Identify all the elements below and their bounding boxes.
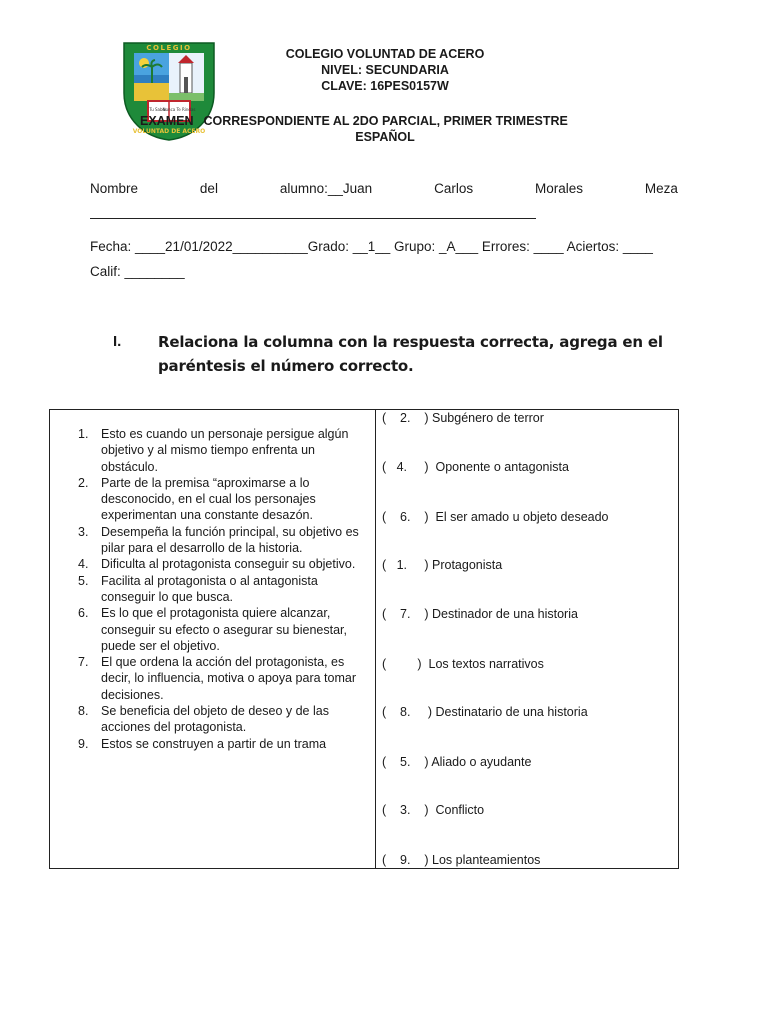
definition-item bbox=[78, 524, 370, 557]
question-number: I. bbox=[113, 333, 122, 350]
definition-text: Parte de la premisa “aproximarse a lo desconocido, en el cual los personajes experimentan una constante desazón. bbox=[101, 475, 316, 523]
definition-item bbox=[78, 475, 370, 524]
exam-subject: ESPAÑOL bbox=[355, 130, 415, 144]
student-name-line[interactable] bbox=[90, 180, 678, 197]
answer-item[interactable]: ( 1. ) Protagonista bbox=[382, 558, 503, 572]
definition-item bbox=[78, 605, 370, 654]
school-name: COLEGIO VOLUNTAD DE ACERO bbox=[285, 47, 485, 61]
definition-number: 7. bbox=[78, 655, 89, 670]
definition-number: 1. bbox=[78, 427, 89, 441]
crest-top-text: COLEGIO bbox=[146, 44, 192, 52]
exam-title-rest: CORRESPONDIENTE AL 2DO PARCIAL, PRIMER TRIMESTRE bbox=[203, 114, 568, 128]
definition-number: 8. bbox=[78, 704, 89, 719]
definitions-list bbox=[78, 426, 370, 752]
answer-item[interactable]: ( ) Los textos narrativos bbox=[382, 657, 544, 671]
table-column-divider bbox=[375, 409, 376, 868]
answer-item[interactable]: ( 9. ) Los planteamientos bbox=[382, 853, 541, 867]
book-right-text: Nunca Te Rindas bbox=[162, 107, 196, 112]
name-word: del bbox=[199, 181, 218, 196]
definition-number: 2. bbox=[78, 475, 89, 490]
definition-item bbox=[78, 426, 370, 475]
answer-item[interactable]: ( 7. ) Destinador de una historia bbox=[382, 607, 578, 621]
school-level: NIVEL: SECUNDARIA bbox=[321, 63, 449, 77]
definition-number: 4. bbox=[78, 557, 89, 572]
definition-text: Se beneficia del objeto de deseo y de las acciones del protagonista. bbox=[101, 704, 329, 735]
answer-item[interactable]: ( 8. ) Destinatario de una historia bbox=[382, 705, 588, 719]
definition-text: Facilita al protagonista o al antagonista conseguir lo que busca. bbox=[101, 573, 318, 604]
definition-item bbox=[78, 654, 370, 703]
definition-item bbox=[78, 736, 370, 752]
name-word: Carlos bbox=[434, 181, 474, 196]
definition-number: 6. bbox=[78, 606, 89, 621]
name-word: Nombre bbox=[90, 181, 139, 196]
name-word: alumno:__Juan bbox=[279, 181, 373, 196]
date-grade-group-line[interactable]: Fecha: ____21/01/2022__________Grado: __1__ Grupo: _A___ Errores: ____ Aciertos: ____ bbox=[90, 239, 653, 254]
name-underline bbox=[90, 204, 536, 219]
definition-text: Estos se construyen a partir de un trama bbox=[101, 736, 327, 751]
answer-item[interactable]: ( 6. ) El ser amado u objeto deseado bbox=[382, 510, 609, 524]
definition-number: 9. bbox=[78, 736, 89, 751]
definition-text: Esto es cuando un personaje persigue algún objetivo y al mismo tiempo enfrenta un obstáculo. bbox=[101, 427, 349, 474]
answer-item[interactable]: ( 4. ) Oponente o antagonista bbox=[382, 460, 569, 474]
crest-bottom-text: VOLUNTAD DE ACERO bbox=[132, 128, 206, 135]
definition-item bbox=[78, 703, 370, 736]
question-instruction: Relaciona la columna con la respuesta correcta, agrega en el paréntesis el número correcto. bbox=[158, 333, 663, 375]
book-left-text: Tu Saber bbox=[149, 107, 167, 112]
definition-item bbox=[78, 573, 370, 606]
name-word: Morales bbox=[535, 181, 584, 196]
exam-title bbox=[140, 113, 568, 129]
definition-item bbox=[78, 556, 370, 572]
answer-item[interactable]: ( 2. ) Subgénero de terror bbox=[382, 411, 544, 425]
name-word: Meza bbox=[644, 181, 678, 196]
school-key: CLAVE: 16PES0157W bbox=[321, 79, 449, 93]
grade-score-line[interactable]: Calif: ________ bbox=[90, 264, 185, 279]
definition-number: 5. bbox=[78, 573, 89, 588]
definition-number: 3. bbox=[78, 524, 89, 539]
definition-text: Desempeña la función principal, su objetivo es pilar para el desarrollo de la historia. bbox=[101, 524, 359, 556]
definition-text: Es lo que el protagonista quiere alcanzar, conseguir su efecto o asegurar su bienestar, puede ser el objetivo. bbox=[101, 606, 347, 653]
answer-item[interactable]: ( 3. ) Conflicto bbox=[382, 803, 485, 817]
answer-item[interactable]: ( 5. ) Aliado o ayudante bbox=[382, 755, 532, 769]
definition-text: El que ordena la acción del protagonista, es decir, lo influencia, motiva o apoya para tomar decisiones. bbox=[101, 655, 356, 702]
exam-word: EXAMEN bbox=[140, 114, 194, 128]
definition-text: Dificulta al protagonista conseguir su objetivo. bbox=[101, 557, 356, 572]
